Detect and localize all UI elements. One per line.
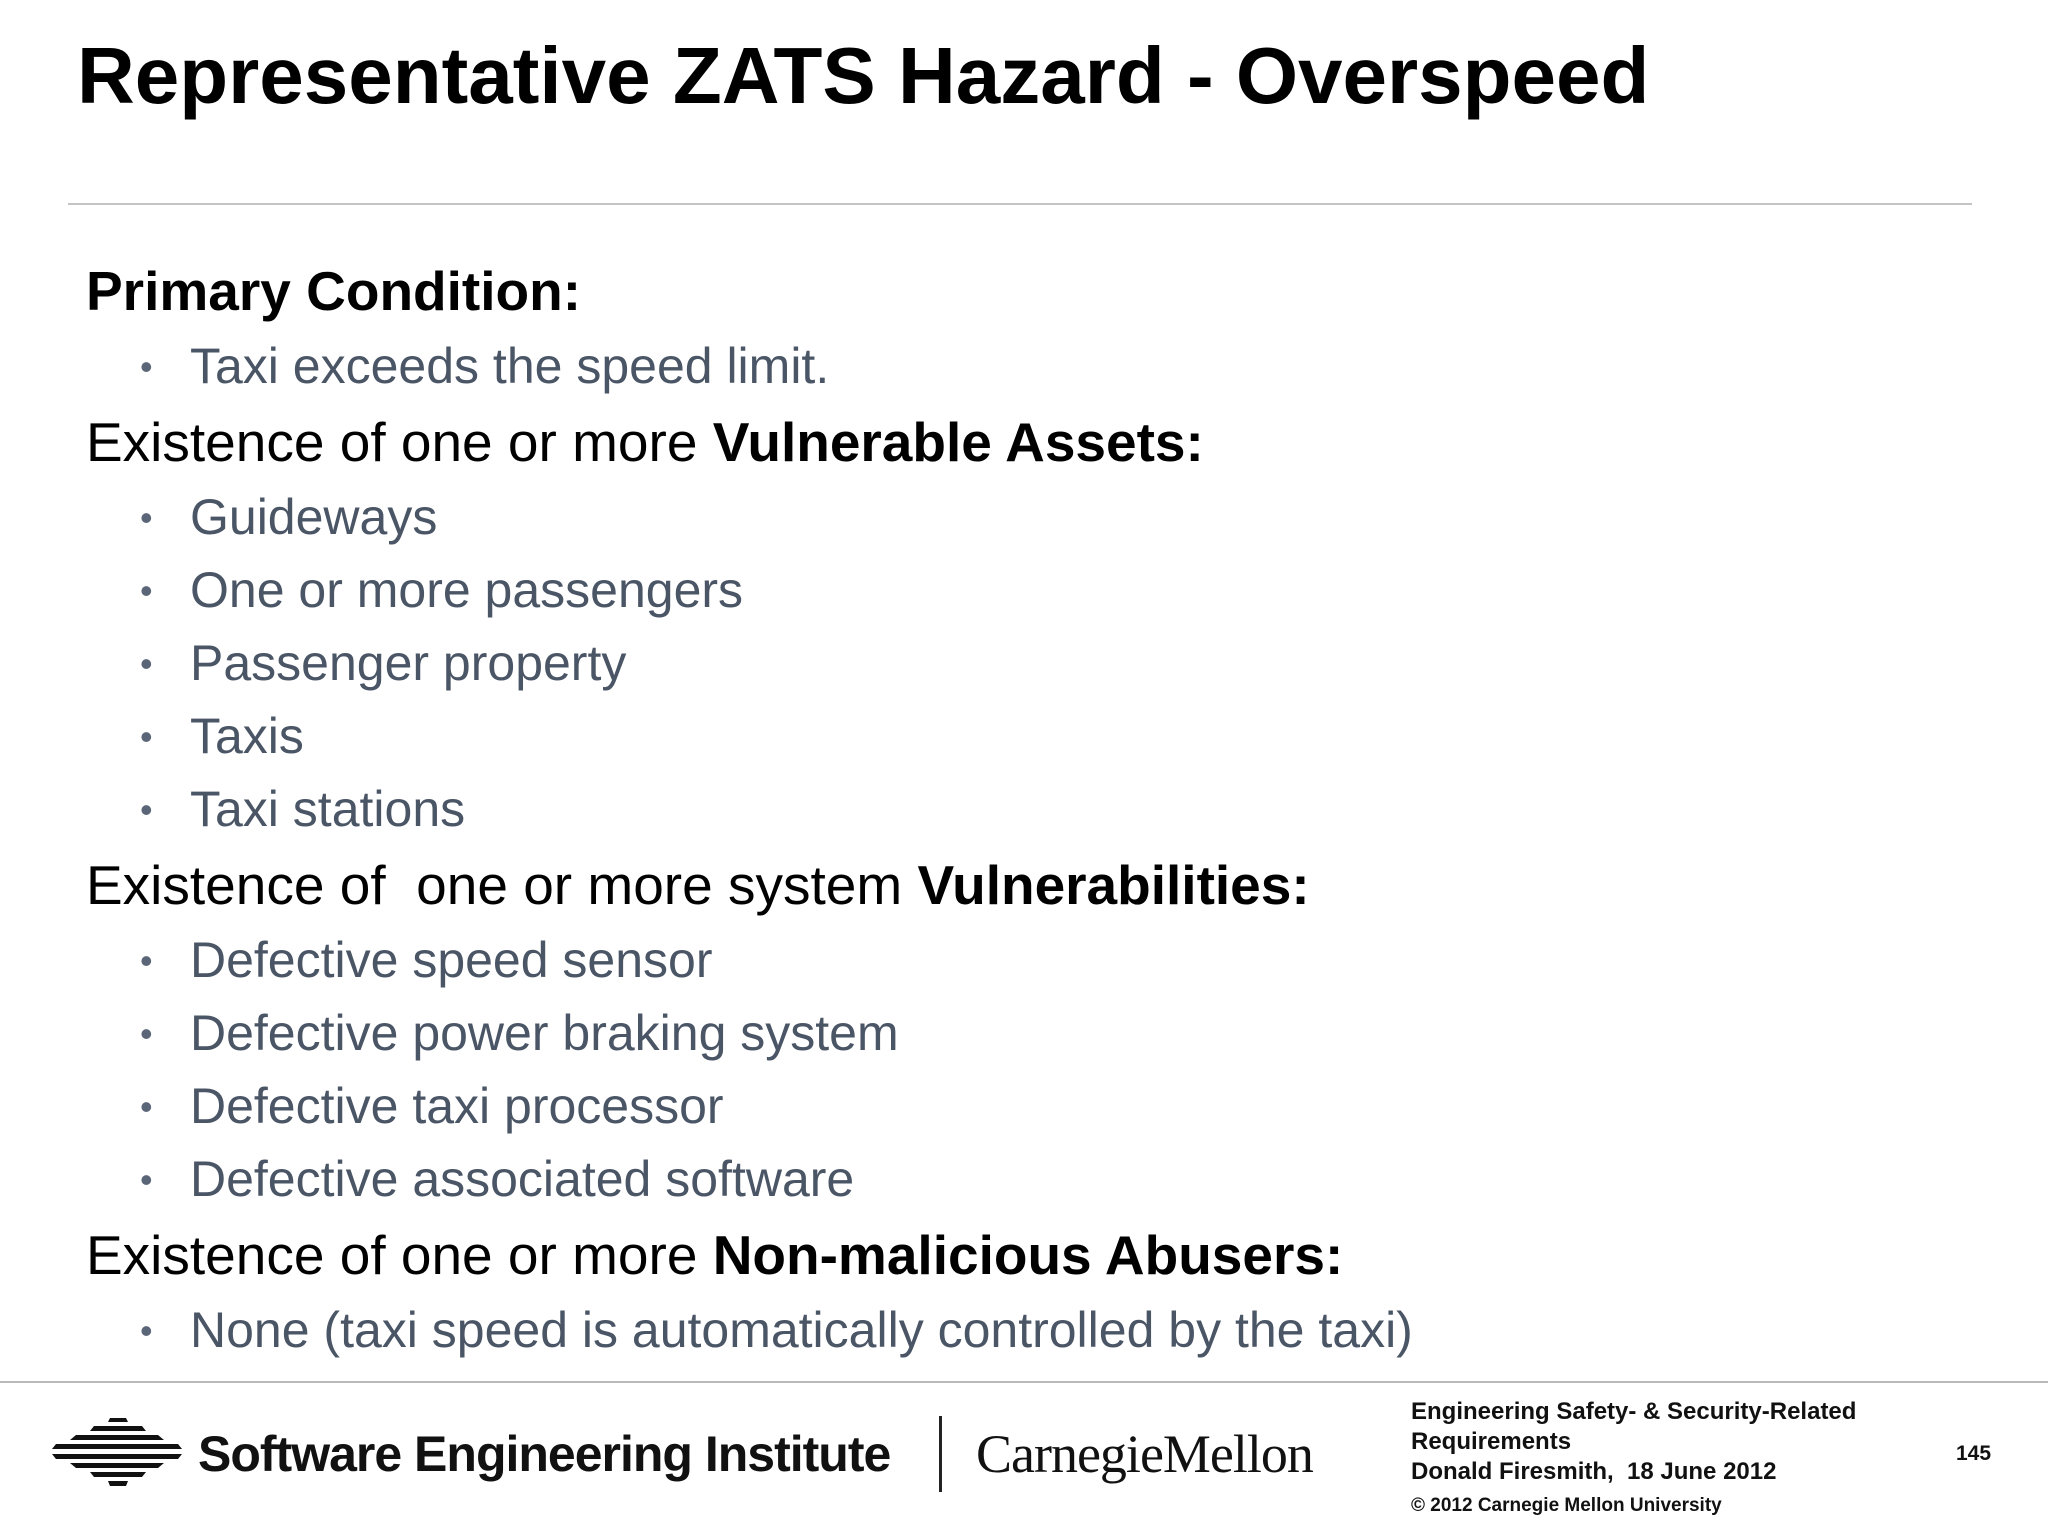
bullet-text: Defective power braking system: [190, 1005, 899, 1061]
footer-divider: [0, 1381, 2048, 1383]
bullet-text: Taxi stations: [190, 781, 466, 837]
bullet-text: Guideways: [190, 489, 438, 545]
section-heading: [86, 846, 1986, 924]
section-abusers: [86, 1216, 1986, 1367]
bullet-list: [86, 1294, 1986, 1367]
bullet-icon: •: [140, 497, 153, 538]
footer-info-line: Donald Firesmith, 18 June 2012: [1411, 1458, 1777, 1485]
bullet-item: [86, 1294, 1986, 1367]
sei-striped-logo-icon: [52, 1416, 182, 1492]
bullet-text: None (taxi speed is automatically controlled by the taxi): [190, 1302, 1413, 1358]
slide-title: Representative ZATS Hazard - Overspeed: [77, 31, 1650, 120]
bullet-icon: •: [140, 1310, 153, 1351]
page-number: 145: [1956, 1442, 1992, 1465]
bullet-icon: •: [140, 1013, 153, 1054]
heading-bold: Non-malicious Abusers:: [712, 1224, 1344, 1286]
heading-prefix: Existence of one or more: [86, 411, 713, 473]
bullet-item: [86, 773, 1986, 846]
bullet-item: [86, 330, 1986, 403]
bullet-item: [86, 481, 1986, 554]
bullet-list: [86, 924, 1986, 1216]
section-vulnerable-assets: [86, 403, 1986, 846]
bullet-list: [86, 330, 1986, 403]
heading-bold: Vulnerable Assets:: [712, 411, 1204, 473]
logo-divider: [939, 1416, 942, 1492]
bullet-icon: •: [140, 1086, 153, 1127]
section-vulnerabilities: [86, 846, 1986, 1216]
bullet-text: Defective taxi processor: [190, 1078, 724, 1134]
bullet-icon: •: [140, 940, 153, 981]
section-heading: [86, 403, 1986, 481]
bullet-icon: •: [140, 346, 153, 387]
bullet-item: [86, 997, 1986, 1070]
heading-prefix: Existence of one or more: [86, 1224, 713, 1286]
bullet-item: [86, 627, 1986, 700]
footer-info-line: Requirements: [1411, 1428, 1572, 1455]
bullet-icon: •: [140, 570, 153, 611]
bullet-text: Taxi exceeds the speed limit.: [190, 338, 830, 394]
slide-content: [86, 252, 1986, 1367]
heading-bold: Vulnerabilities:: [917, 854, 1310, 916]
bullet-list: [86, 481, 1986, 846]
bullet-item: [86, 1143, 1986, 1216]
bullet-icon: •: [140, 789, 153, 830]
bullet-icon: •: [140, 1159, 153, 1200]
bullet-item: [86, 700, 1986, 773]
bullet-text: Passenger property: [190, 635, 627, 691]
bullet-text: Defective associated software: [190, 1151, 855, 1207]
bullet-icon: •: [140, 716, 153, 757]
bullet-item: [86, 924, 1986, 997]
cmu-logo-text: CarnegieMellon: [976, 1424, 1313, 1484]
footer-info-line: Engineering Safety- & Security-Related: [1411, 1398, 1857, 1425]
section-primary-condition: [86, 252, 1986, 403]
bullet-text: Taxis: [190, 708, 304, 764]
bullet-text: Defective speed sensor: [190, 932, 713, 988]
heading-bold: Primary Condition:: [86, 260, 582, 322]
bullet-item: [86, 554, 1986, 627]
footer-copyright: © 2012 Carnegie Mellon University: [1411, 1495, 1722, 1516]
footer-info: [1411, 1397, 1856, 1487]
bullet-item: [86, 1070, 1986, 1143]
heading-prefix: Existence of one or more system: [86, 854, 918, 916]
section-heading: [86, 1216, 1986, 1294]
sei-name: Software Engineering Institute: [198, 1426, 891, 1482]
bullet-icon: •: [140, 643, 153, 684]
bullet-text: One or more passengers: [190, 562, 744, 618]
title-divider: [68, 203, 1972, 205]
section-heading: [86, 252, 1986, 330]
